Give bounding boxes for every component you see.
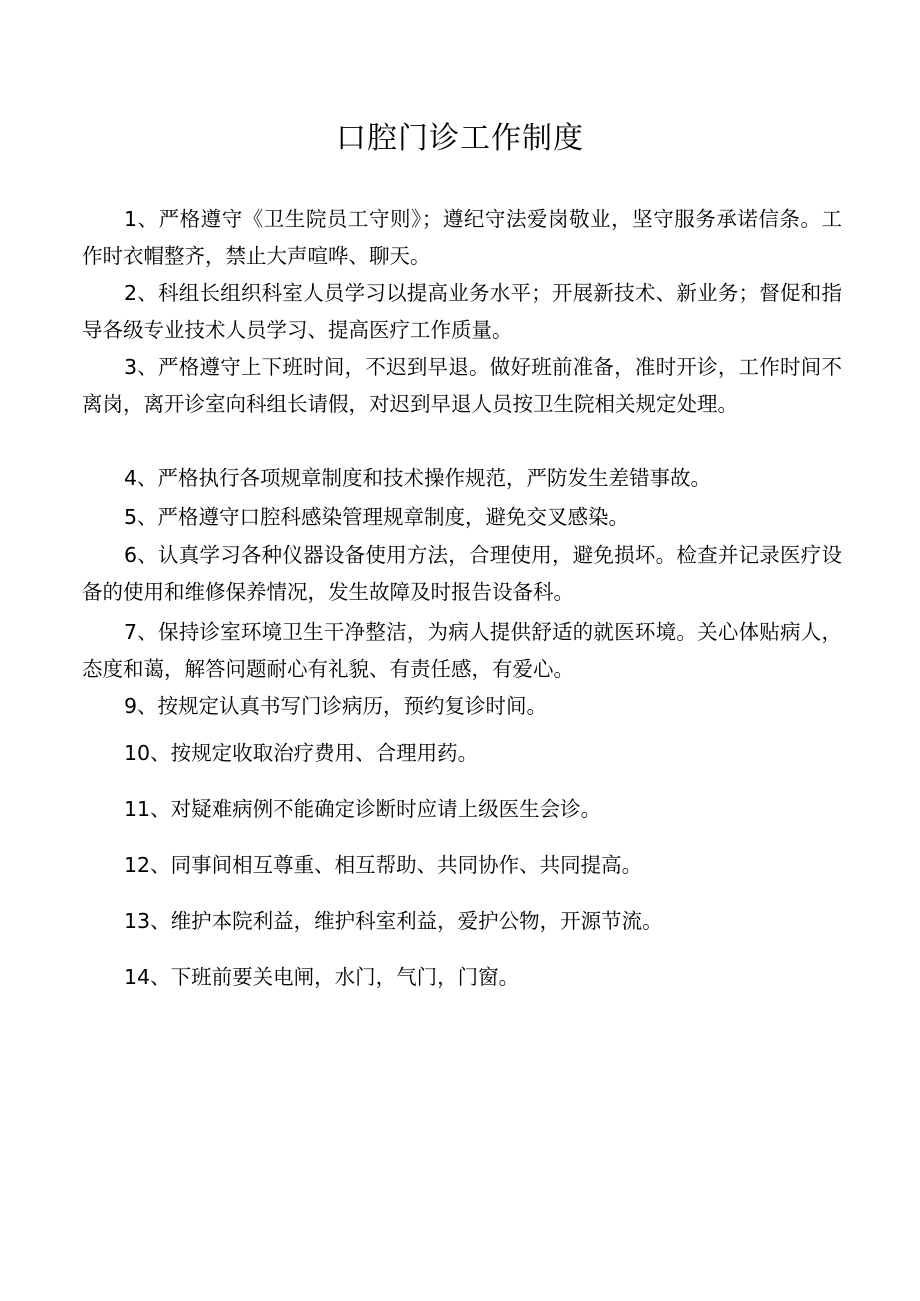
rule-item-11: 11、对疑难病例不能确定诊断时应请上级医生会诊。 <box>124 797 602 821</box>
rule-item-4: 4、严格执行各项规章制度和技术操作规范，严防发生差错事故。 <box>124 466 712 490</box>
rule-item-2: 2、科组长组织科室人员学习以提高业务水平；开展新技术、新业务；督促和指导各级专业技术人员学习、提高医疗工作质量。 <box>82 281 842 342</box>
rule-item-10: 10、按规定收取治疗费用、合理用药。 <box>124 741 479 765</box>
rule-item-6: 6、认真学习各种仪器设备使用方法，合理使用，避免损坏。检查并记录医疗设备的使用和维修保养情况，发生故障及时报告设备科。 <box>82 543 842 604</box>
document-title: 口腔门诊工作制度 <box>336 121 584 156</box>
rule-item-3: 3、严格遵守上下班时间，不迟到早退。做好班前准备，准时开诊，工作时间不离岗，离开诊室向科组长请假，对迟到早退人员按卫生院相关规定处理。 <box>82 355 842 416</box>
rule-item-9: 9、按规定认真书写门诊病历，预约复诊时间。 <box>124 694 548 718</box>
rule-item-13: 13、维护本院利益，维护科室利益，爱护公物，开源节流。 <box>124 909 663 933</box>
rule-item-12: 12、同事间相互尊重、相互帮助、共同协作、共同提高。 <box>124 853 643 877</box>
rule-item-5: 5、严格遵守口腔科感染管理规章制度，避免交叉感染。 <box>124 505 630 529</box>
rule-item-14: 14、下班前要关电闸，水门，气门，门窗。 <box>124 965 520 989</box>
rule-item-1: 1、严格遵守《卫生院员工守则》；遵纪守法爱岗敬业，坚守服务承诺信条。工作时衣帽整齐，禁止大声喧哗、聊天。 <box>82 207 842 268</box>
rule-item-7: 7、保持诊室环境卫生干净整洁，为病人提供舒适的就医环境。关心体贴病人，态度和蔼，解答问题耐心有礼貌、有责任感，有爱心。 <box>82 620 842 681</box>
